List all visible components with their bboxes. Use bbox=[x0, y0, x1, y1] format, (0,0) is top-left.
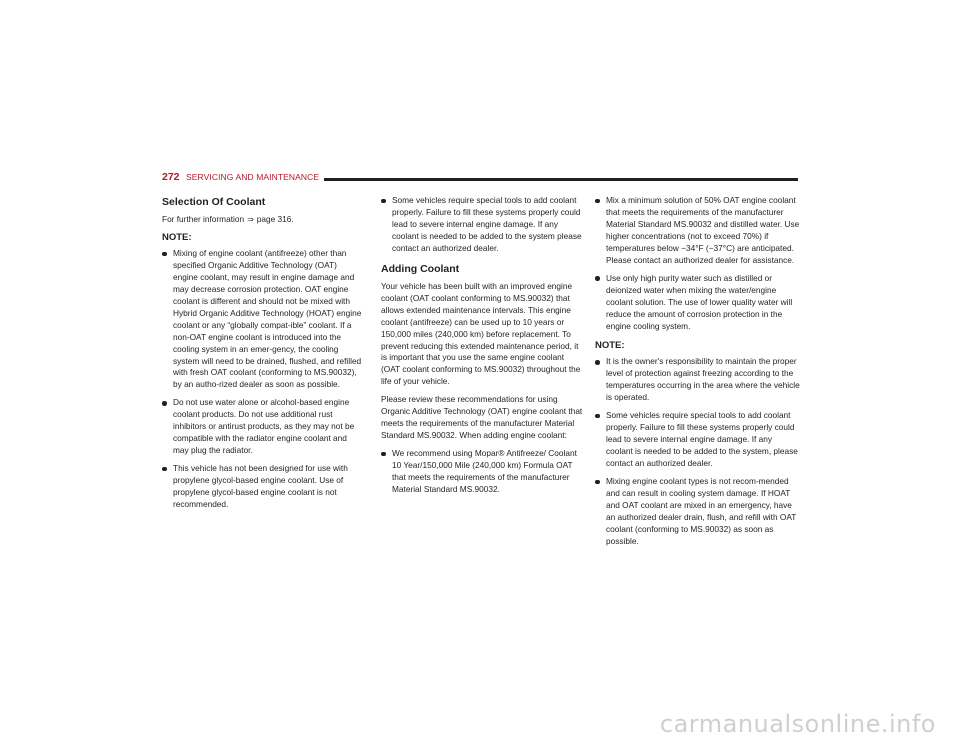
list-item bbox=[381, 195, 584, 255]
bullet-icon bbox=[162, 401, 167, 406]
bullet-icon bbox=[162, 252, 167, 257]
note-label: NOTE: bbox=[162, 231, 192, 243]
bullet-icon bbox=[381, 452, 386, 457]
column-2 bbox=[381, 195, 584, 502]
bullet-icon bbox=[595, 360, 600, 365]
paragraph: Your vehicle has been built with an improved engine coolant (OAT coolant conforming to MS.90032) that allows extended maintenance intervals. This engine coolant (antifreeze) can be used up to 10 years or 150,000 miles (240,000 km) before replacement. To prevent reducing this extended maintenance period, it is important that you use the same engine coolant (OAT coolant conforming to MS.90032) throughout the life of your vehicle. bbox=[381, 280, 581, 387]
bullet-icon bbox=[595, 276, 600, 281]
column-1 bbox=[162, 196, 364, 517]
heading-adding-coolant: Adding Coolant bbox=[381, 262, 460, 275]
watermark-text: carmanualsonline.info bbox=[659, 710, 936, 738]
list-item-text: This vehicle has not been designed for use with propylene glycol-based engine coolant. Use of propylene glycol-based engine coolant is not recommended. bbox=[173, 463, 348, 510]
bullet-icon bbox=[595, 414, 600, 419]
paragraph: Please review these recommendations for using Organic Additive Technology (OAT) engine coolant that meets the requirements of the manufacturer Material Standard MS.90032. When adding engine coolant: bbox=[381, 394, 583, 441]
list-item-text: Mixing engine coolant types is not recom-mended and can result in cooling system damage. If HOAT and OAT coolant are mixed in an emergency, have an authorized dealer drain, flush, and refill with OAT coolant (conforming to MS.90032) as soon as possible. bbox=[606, 476, 797, 546]
header-rule bbox=[324, 178, 798, 181]
heading-selection-of-coolant: Selection Of Coolant bbox=[162, 196, 266, 208]
list-item bbox=[162, 397, 364, 457]
list-item bbox=[595, 476, 800, 548]
list-item bbox=[162, 463, 364, 511]
list-item bbox=[595, 195, 800, 267]
list-item-text: Mix a minimum solution of 50% OAT engine coolant that meets the requirements of the manufacturer Material Standard MS.90032 and distilled water. Use higher concentrations (not to exceed 70%) if temperatures below −34°F (−37°C) are anticipated. Please contact an authorized dealer for assistance. bbox=[606, 195, 800, 265]
page-header bbox=[162, 171, 798, 185]
list-item-text: Mixing of engine coolant (antifreeze) other than specified Organic Additive Technology (OAT) engine coolant, may result in engine damage and may decrease corrosion protection. OAT engine coolant is different and should not be mixed with Hybrid Organic Additive Technology (HOAT) engine coolant or any “globally compat-ible” coolant. If a non-OAT engine coolant is introduced into the cooling system in an emer-gency, the cooling system will need to be drained, flushed, and refilled with fresh OAT coolant (conforming to MS.90032), by an autho-rized dealer as soon as possible. bbox=[173, 247, 362, 390]
page-number: 272 bbox=[162, 171, 180, 183]
list-item bbox=[595, 356, 800, 404]
list-item bbox=[595, 273, 800, 333]
bullet-icon bbox=[162, 467, 167, 472]
list-item bbox=[381, 448, 584, 496]
list-item bbox=[162, 248, 364, 391]
list-item bbox=[595, 410, 800, 470]
further-info bbox=[162, 214, 364, 226]
arrow-right-icon: ⇒ bbox=[247, 215, 254, 224]
list-item-text: Do not use water alone or alcohol-based engine coolant products. Do not use additional rust inhibitors or antirust products, as they may not be compatible with the radiator engine coolant and may plug the radiator. bbox=[173, 397, 355, 456]
list-item-text: We recommend using Mopar® Antifreeze/ Coolant 10 Year/150,000 Mile (240,000 km) Formula OAT that meets the requirements of the manufacturer Material Standard MS.90032. bbox=[392, 448, 577, 495]
list-item-text: Use only high purity water such as distilled or deionized water when mixing the water/engine coolant solution. The use of lower quality water will reduce the amount of corrosion protection in the engine cooling system. bbox=[606, 272, 793, 331]
bullet-icon bbox=[595, 480, 600, 485]
bullet-icon bbox=[595, 199, 600, 204]
list-item-text: Some vehicles require special tools to add coolant properly. Failure to fill these systems properly could lead to severe internal engine damage. If any coolant is needed to be added to the system please contact an authorized dealer. bbox=[392, 195, 582, 253]
list-item-text: It is the owner's responsibility to maintain the proper level of protection against freezing according to the temperatures occurring in the area where the vehicle is operated. bbox=[606, 356, 800, 403]
watermark bbox=[0, 700, 960, 742]
further-info-text: For further information bbox=[162, 214, 245, 224]
note-label: NOTE: bbox=[595, 340, 625, 352]
column-3 bbox=[595, 195, 800, 554]
list-item-text: Some vehicles require special tools to add coolant properly. Failure to fill these systems properly could lead to severe internal engine damage. If any coolant is needed to be added to the system, please contact an authorized dealer. bbox=[606, 410, 798, 469]
bullet-icon bbox=[381, 199, 386, 204]
section-title: SERVICING AND MAINTENANCE bbox=[186, 172, 320, 182]
page-reference-link[interactable]: page 316. bbox=[256, 214, 294, 224]
